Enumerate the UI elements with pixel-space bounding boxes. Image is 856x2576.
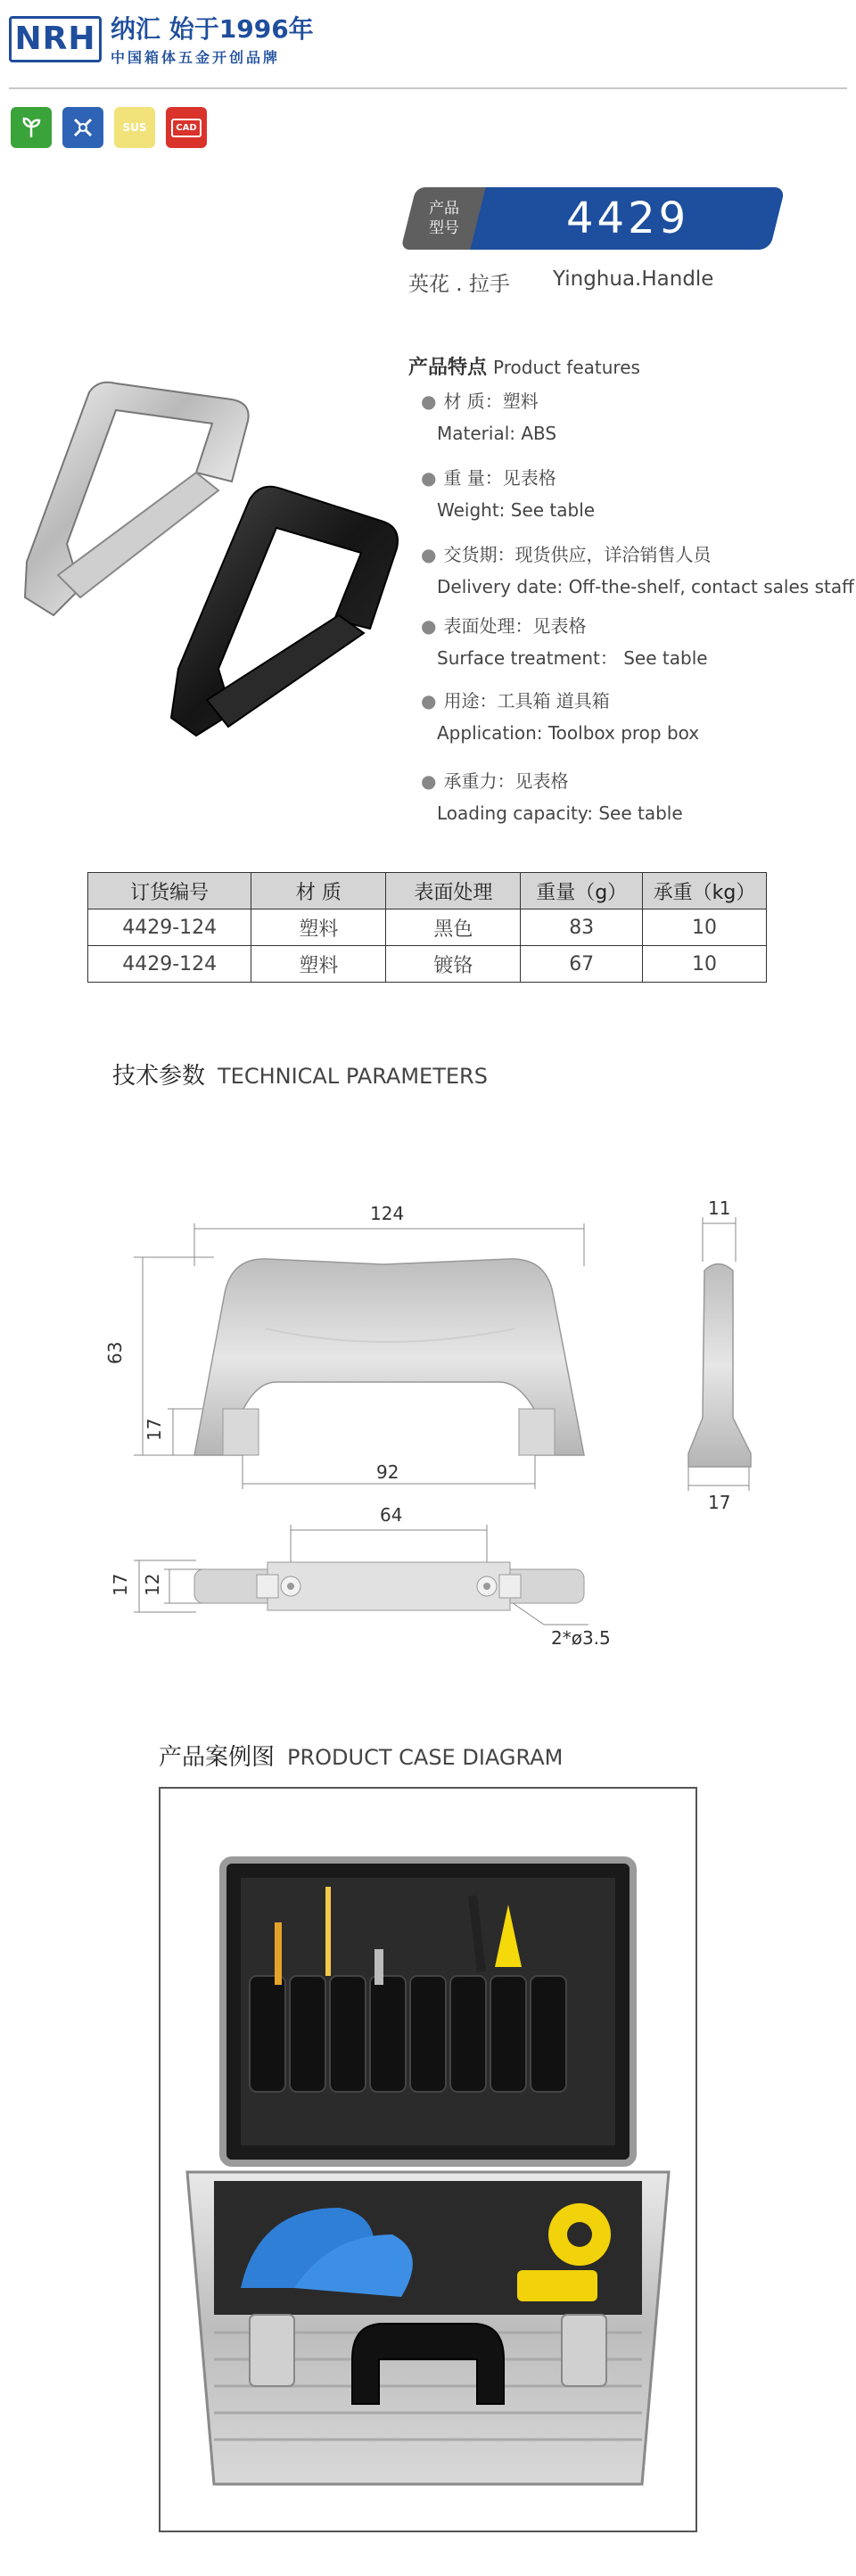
bottom-view (194, 1562, 584, 1610)
table-cell: 10 (643, 946, 767, 983)
dim-hole: 2*ø3.5 (551, 1627, 611, 1649)
feature-item: ● 表面处理：见表格 Surface treatment： See table (421, 615, 708, 669)
dim-hole-spacing: 64 (380, 1504, 403, 1526)
dim-side-bottom: 17 (708, 1492, 731, 1513)
product-name-cn: 英花 . 拉手 (408, 273, 510, 296)
feature-item: ● 承重力：见表格 Loading capacity: See table (421, 770, 683, 824)
brand-title: 纳汇 始于1996年 (111, 14, 314, 44)
feature-item: ● 用途：工具箱 道具箱 Application: Toolbox prop box (421, 690, 700, 744)
case-section-title: 产品案例图 PRODUCT CASE DIAGRAM (159, 1744, 564, 1771)
model-label-tag: 产品型号 (400, 187, 487, 250)
model-number-banner: 4429 (470, 187, 785, 250)
dim-inner: 92 (376, 1461, 399, 1483)
col-header: 承重（kg） (643, 873, 767, 909)
dim-height: 63 (104, 1341, 126, 1364)
cad-icon: CAD (166, 107, 207, 148)
table-cell: 10 (643, 909, 767, 946)
toolbox-photo (160, 1789, 696, 2531)
brand-subtitle: 中国箱体五金开创品牌 (111, 49, 281, 66)
table-row (88, 946, 767, 983)
table-cell: 4429-124 (88, 909, 251, 946)
table-row (88, 909, 767, 946)
table-cell: 83 (521, 909, 643, 946)
case-photo-frame (159, 1787, 697, 2532)
dim-base-outer: 17 (110, 1573, 131, 1596)
brand-logo: NRH (9, 16, 102, 62)
sus-icon: SUS (114, 107, 155, 148)
table-cell: 4429-124 (88, 946, 251, 983)
product-photo (18, 374, 410, 767)
col-header: 表面处理 (386, 873, 521, 909)
tech-section-title: 技术参数 TECHNICAL PARAMETERS (112, 1063, 488, 1090)
features-title: 产品特点 Product features (408, 357, 640, 379)
side-view (688, 1264, 751, 1468)
dim-foot-height: 17 (144, 1418, 165, 1441)
spec-table (87, 872, 767, 983)
product-name-en: Yinghua.Handle (553, 267, 714, 291)
black-handle (171, 487, 398, 736)
feature-item: ● 重 量：见表格 Weight: See table (421, 467, 596, 521)
col-header: 材 质 (251, 873, 386, 909)
table-cell: 塑料 (251, 909, 386, 946)
table-cell: 黑色 (386, 909, 521, 946)
feature-item: ● 交货期：现货供应，详洽销售人员 Delivery date: Off-the-shelf, contact sales staff (421, 544, 854, 597)
eco-icon (11, 107, 52, 148)
dim-side-top: 11 (708, 1197, 731, 1219)
dim-base-inner: 12 (142, 1573, 163, 1596)
feature-item: ● 材 质：塑料 Material: ABS (421, 391, 557, 444)
header-divider (9, 87, 847, 89)
table-cell: 镀铬 (386, 946, 521, 983)
table-cell: 塑料 (251, 946, 386, 983)
table-cell: 67 (521, 946, 643, 983)
table-header-row (88, 873, 767, 909)
col-header: 重量（g） (521, 873, 643, 909)
col-header: 订货编号 (88, 873, 251, 909)
dim-width: 124 (370, 1203, 405, 1224)
tools-icon (62, 107, 103, 148)
technical-drawing (89, 1186, 767, 1650)
